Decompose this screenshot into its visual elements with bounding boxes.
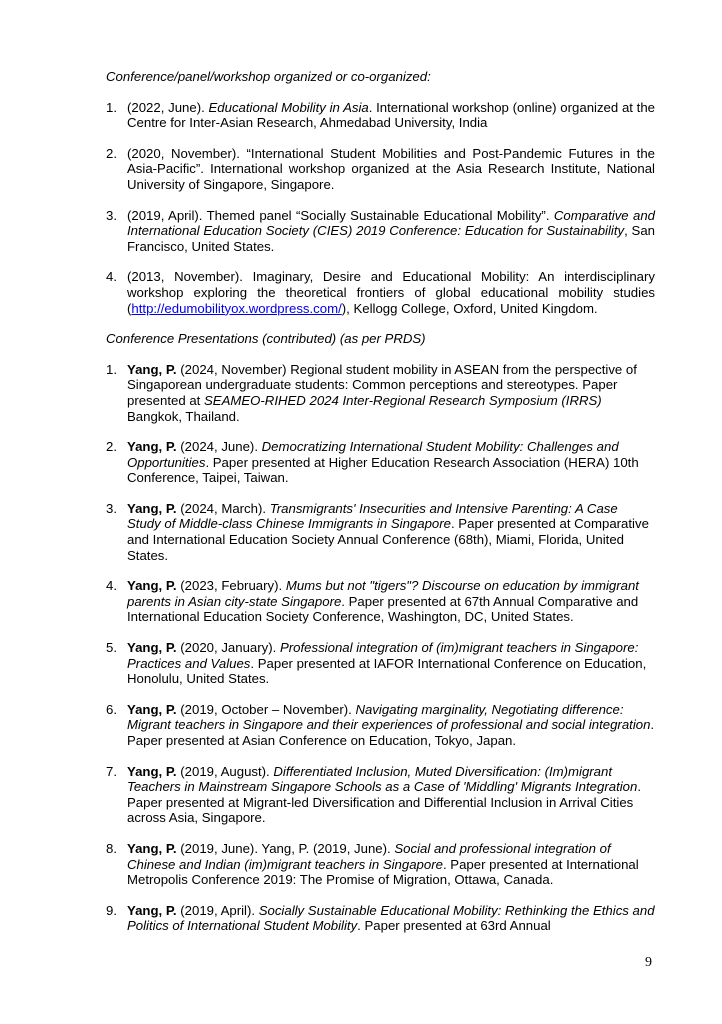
item-text: (2019, October – November). [176, 701, 356, 717]
item-text: . Paper presented at Asian Conference on Education, Tokyo, Japan. [127, 717, 655, 748]
item-text: . Paper presented at 63rd Annual [357, 918, 551, 934]
item-title: Differentiated Inclusion, Muted Diversification: (Im)migrant Teachers in Mainstream Singapore Schools as a Case of 'Middling' Migrants Integration [127, 763, 638, 795]
item-text: (2020, January). [176, 640, 280, 656]
item-text: (2013, November). Imaginary, Desire and Educational Mobility: An interdisciplinary workshop exploring the theoretical frontiers of global educational mobility studies ( [127, 269, 655, 316]
item-title: Educational Mobility in Asia [208, 99, 369, 115]
item-number: 8. [106, 840, 117, 856]
item-text: (2024, November) Regional student mobility in ASEAN from the perspective of Singaporean undergraduate students: Common perceptions and stereotypes. Paper presented at [127, 361, 637, 408]
list-item [106, 903, 655, 934]
item-text: (2020, November). “International Student Mobilities and Post-Pandemic Futures in the Asia-Pacific”. International workshop organized at the Asia Research Institute, National University of Singapore, Singapore. [127, 145, 655, 192]
author-name: Yang, P. [127, 500, 177, 516]
item-number: 3. [106, 500, 117, 516]
item-text: . Paper presented at Migrant-led Diversification and Differential Inclusion in Arrival Cities across Asia, Singapore. [127, 779, 642, 826]
item-text: (2022, June). [127, 99, 209, 115]
list-item [106, 269, 655, 316]
item-number: 1. [106, 361, 117, 377]
item-number: 1. [106, 99, 117, 115]
list-item [106, 100, 655, 131]
item-number: 4. [106, 578, 117, 594]
item-text: . International workshop (online) organized at the Centre for Inter-Asian Research, Ahmedabad University, India [127, 99, 656, 131]
item-title: Comparative and International Education Society (CIES) 2019 Conference: Education for Sustainability [127, 207, 655, 239]
item-title: Navigating marginality, Negotiating difference: Migrant teachers in Singapore and their experiences of professional and social integration [127, 701, 651, 733]
item-title: Democratizing International Student Mobility: Challenges and Opportunities [127, 439, 619, 470]
list-item [106, 702, 655, 749]
item-number: 2. [106, 145, 117, 161]
list-item [106, 578, 655, 625]
item-text: (2019, August). [176, 763, 274, 779]
item-title: Socially Sustainable Educational Mobility: Rethinking the Ethics and Politics of International Student Mobility [127, 902, 655, 934]
list-item [106, 841, 655, 888]
item-text: (2023, February). [176, 578, 286, 594]
presentations-heading: Conference Presentations (contributed) (as per PRDS) [106, 331, 426, 347]
item-text: . Paper presented at IAFOR International Conference on Education, Honolulu, United States. [127, 655, 647, 687]
item-number: 3. [106, 207, 117, 223]
item-number: 9. [106, 902, 117, 918]
item-title: Mums but not "tigers"? Discourse on education by immigrant parents in Asian city-state Singapore [127, 578, 639, 609]
author-name: Yang, P. [127, 902, 177, 918]
item-text: (2019, April). [176, 902, 259, 918]
item-text: ), Kellogg College, Oxford, United Kingdom. [341, 300, 598, 316]
author-name: Yang, P. [127, 701, 177, 717]
list-item [106, 362, 655, 424]
author-name: Yang, P. [127, 840, 177, 856]
item-number: 2. [106, 439, 117, 455]
presentations-list [106, 362, 655, 934]
item-number: 6. [106, 701, 117, 717]
list-item [106, 764, 655, 826]
item-text: (2024, June). [176, 439, 262, 455]
list-item [106, 146, 655, 193]
list-item [106, 640, 655, 687]
workshop-link[interactable]: http://edumobilityox.wordpress.com/ [131, 300, 342, 316]
author-name: Yang, P. [127, 578, 177, 594]
item-title: Transmigrants' Insecurities and Intensive Parenting: A Case Study of Middle-class Chinese Immigrants in Singapore [127, 500, 618, 532]
author-name: Yang, P. [127, 640, 177, 656]
item-text: . Paper presented at 67th Annual Comparative and International Education Society Conference, Washington, DC, United States. [127, 593, 639, 625]
item-number: 5. [106, 640, 117, 656]
item-text: (2024, March). [176, 500, 270, 516]
organized-list [106, 100, 655, 317]
item-title: Social and professional integration of Chinese and Indian (im)migrant teachers in Singapore [127, 840, 611, 872]
organized-heading: Conference/panel/workshop organized or co-organized: [106, 69, 431, 84]
list-item [106, 439, 655, 486]
list-item [106, 208, 655, 255]
item-text: . Paper presented at Higher Education Research Association (HERA) 10th Conference, Taipei, Taiwan. [127, 454, 639, 486]
document-page [106, 69, 655, 949]
item-text: (2019, June). Yang, P. (2019, June). [176, 840, 395, 856]
item-title: SEAMEO-RIHED 2024 Inter-Regional Research Symposium (IRRS) [203, 392, 602, 408]
item-text: , San Francisco, United States. [127, 223, 655, 254]
item-text: . Paper presented at Comparative and International Education Society Annual Conference (68th), Miami, Florida, United States. [127, 516, 649, 563]
item-title: Professional integration of (im)migrant teachers in Singapore: Practices and Values [127, 640, 639, 671]
author-name: Yang, P. [127, 763, 177, 779]
list-item [106, 501, 655, 563]
item-number: 7. [106, 763, 117, 779]
item-text: . Paper presented at International Metropolis Conference 2019: The Promise of Migration, Ottawa, Canada. [127, 856, 639, 888]
item-text: Bangkok, Thailand. [127, 408, 240, 424]
author-name: Yang, P. [127, 439, 177, 455]
item-text: (2019, April). Themed panel “Socially Sustainable Educational Mobility”. [127, 207, 554, 223]
author-name: Yang, P. [127, 361, 177, 377]
item-number: 4. [106, 269, 117, 285]
page-number: 9 [645, 955, 652, 970]
